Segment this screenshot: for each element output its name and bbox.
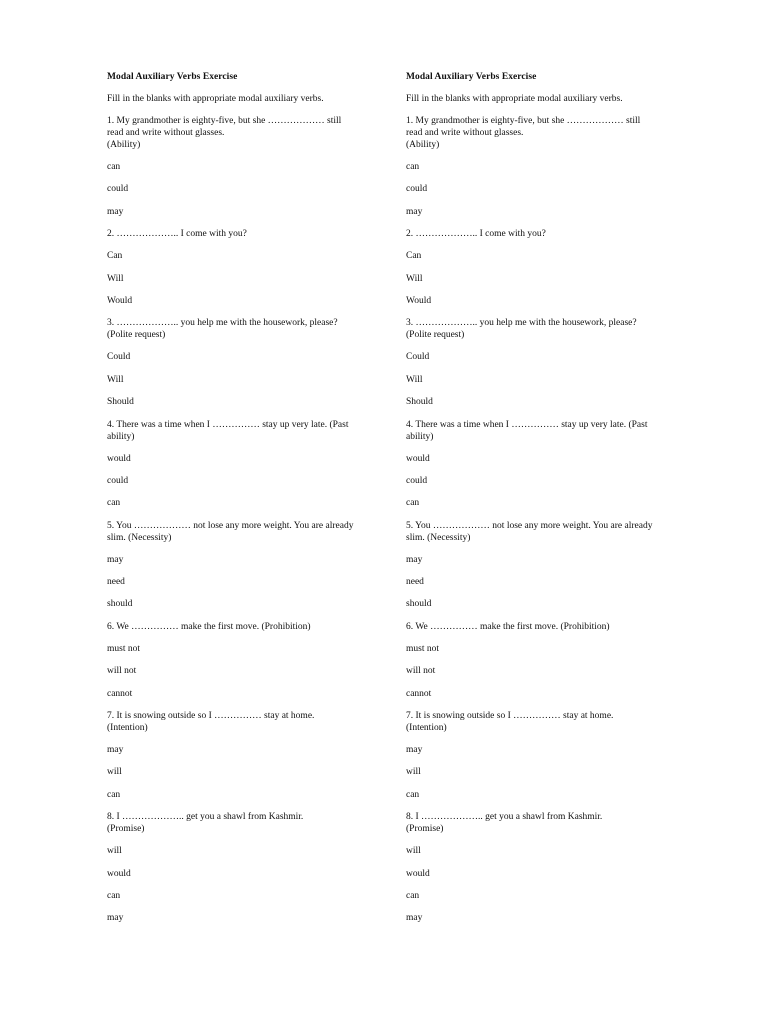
question-text [406, 228, 656, 240]
question-prompt: 8. I ……………….. get you a shawl from Kashmir. [406, 812, 603, 823]
question-prompt: 3. ……………….. you help me with the housework, please? (Polite request) [107, 318, 338, 341]
answer-option: Would [107, 295, 133, 306]
instructions-text: Fill in the blanks with appropriate modal auxiliary verbs. [406, 94, 623, 104]
question-block [406, 115, 656, 218]
right-column [406, 64, 656, 935]
answer-option: Will [406, 273, 423, 284]
question-text [107, 317, 357, 341]
answer-option: will not [406, 666, 436, 677]
question-block [107, 811, 357, 924]
answer-option: Could [107, 352, 131, 363]
answer-option: can [107, 498, 121, 509]
document-title: Modal Auxiliary Verbs Exercise [107, 72, 238, 82]
question-text [107, 811, 357, 835]
question-text [107, 419, 357, 443]
answer-option: need [406, 577, 424, 588]
answer-option: must not [107, 643, 140, 654]
answer-option: may [107, 206, 124, 217]
answer-option: should [107, 599, 133, 610]
question-prompt: 2. ……………….. I come with you? [406, 229, 546, 240]
question-text [107, 228, 357, 240]
answer-option: cannot [107, 688, 133, 699]
question-hint: (Ability) [406, 140, 440, 150]
question-hint: (Promise) [406, 824, 444, 835]
answer-option: may [107, 913, 124, 924]
question-text [406, 811, 656, 835]
question-block [406, 317, 656, 408]
question-prompt: 7. It is snowing outside so I …………… stay at home. [107, 711, 315, 722]
question-block [406, 520, 656, 611]
question-block [107, 115, 357, 218]
question-prompt: 1. My grandmother is eighty-five, but she ……………… still read and write without glasses. [107, 116, 342, 138]
answer-option: could [406, 475, 428, 486]
question-hint: (Ability) [107, 140, 141, 150]
question-text [406, 520, 656, 544]
answer-option: could [107, 475, 129, 486]
question-prompt: 4. There was a time when I …………… stay up very late. (Past ability) [406, 419, 648, 442]
question-prompt: 3. ……………….. you help me with the housework, please? (Polite request) [406, 318, 637, 341]
question-prompt: 5. You ……………… not lose any more weight. You are already slim. (Necessity) [406, 520, 653, 543]
question-block [107, 419, 357, 510]
question-block [107, 520, 357, 611]
question-prompt: 6. We …………… make the first move. (Prohibition) [107, 621, 311, 632]
answer-option: Can [406, 251, 422, 262]
answer-option: Should [107, 397, 134, 408]
answer-option: must not [406, 643, 439, 654]
answer-option: Would [406, 295, 432, 306]
answer-option: would [107, 868, 131, 879]
answer-option: may [406, 745, 423, 756]
question-prompt: 4. There was a time when I …………… stay up very late. (Past ability) [107, 419, 349, 442]
answer-option: Can [107, 251, 123, 262]
question-block [406, 621, 656, 700]
answer-option: can [406, 162, 420, 172]
question-text [406, 419, 656, 443]
question-text [406, 621, 656, 633]
answer-option: would [107, 453, 131, 464]
answer-option: can [107, 890, 121, 901]
answer-option: will [107, 846, 122, 857]
answer-option: should [406, 599, 432, 610]
question-block [107, 621, 357, 700]
answer-option: may [406, 554, 423, 565]
question-block [406, 710, 656, 801]
question-block [107, 228, 357, 307]
question-prompt: 7. It is snowing outside so I …………… stay at home. [406, 711, 614, 722]
answer-option: may [107, 554, 124, 565]
question-prompt: 8. I ……………….. get you a shawl from Kashmir. [107, 812, 304, 823]
question-hint: (Intention) [406, 723, 447, 734]
question-block [406, 228, 656, 307]
question-prompt: 6. We …………… make the first move. (Prohibition) [406, 621, 610, 632]
left-column [107, 64, 357, 935]
question-hint: (Intention) [107, 723, 148, 734]
answer-option: will [406, 846, 421, 857]
question-text [406, 710, 656, 734]
answer-option: could [107, 184, 129, 195]
question-block [107, 317, 357, 408]
answer-option: Should [406, 397, 433, 408]
answer-option: Will [107, 273, 124, 284]
question-text [406, 115, 656, 151]
answer-option: Will [107, 374, 124, 385]
answer-option: can [406, 890, 420, 901]
answer-option: Could [406, 352, 430, 363]
question-block [107, 710, 357, 801]
question-prompt: 5. You ……………… not lose any more weight. You are already slim. (Necessity) [107, 520, 354, 543]
answer-option: will [406, 767, 421, 778]
question-prompt: 1. My grandmother is eighty-five, but she ……………… still read and write without glasses. [406, 116, 641, 138]
answer-option: can [406, 498, 420, 509]
instructions-text: Fill in the blanks with appropriate modal auxiliary verbs. [107, 94, 324, 104]
answer-option: could [406, 184, 428, 195]
question-prompt: 2. ……………….. I come with you? [107, 229, 247, 240]
answer-option: may [406, 913, 423, 924]
answer-option: Will [406, 374, 423, 385]
question-block [406, 419, 656, 510]
question-text [107, 621, 357, 633]
question-hint: (Promise) [107, 824, 145, 835]
answer-option: can [107, 789, 121, 800]
question-text [406, 317, 656, 341]
answer-option: would [406, 453, 430, 464]
answer-option: can [406, 789, 420, 800]
answer-option: may [406, 206, 423, 217]
answer-option: need [107, 577, 125, 588]
answer-option: would [406, 868, 430, 879]
question-text [107, 115, 357, 151]
answer-option: will [107, 767, 122, 778]
question-text [107, 710, 357, 734]
answer-option: will not [107, 666, 137, 677]
question-block [406, 811, 656, 924]
answer-option: cannot [406, 688, 432, 699]
answer-option: can [107, 162, 121, 172]
question-text [107, 520, 357, 544]
answer-option: may [107, 745, 124, 756]
document-title: Modal Auxiliary Verbs Exercise [406, 72, 537, 82]
